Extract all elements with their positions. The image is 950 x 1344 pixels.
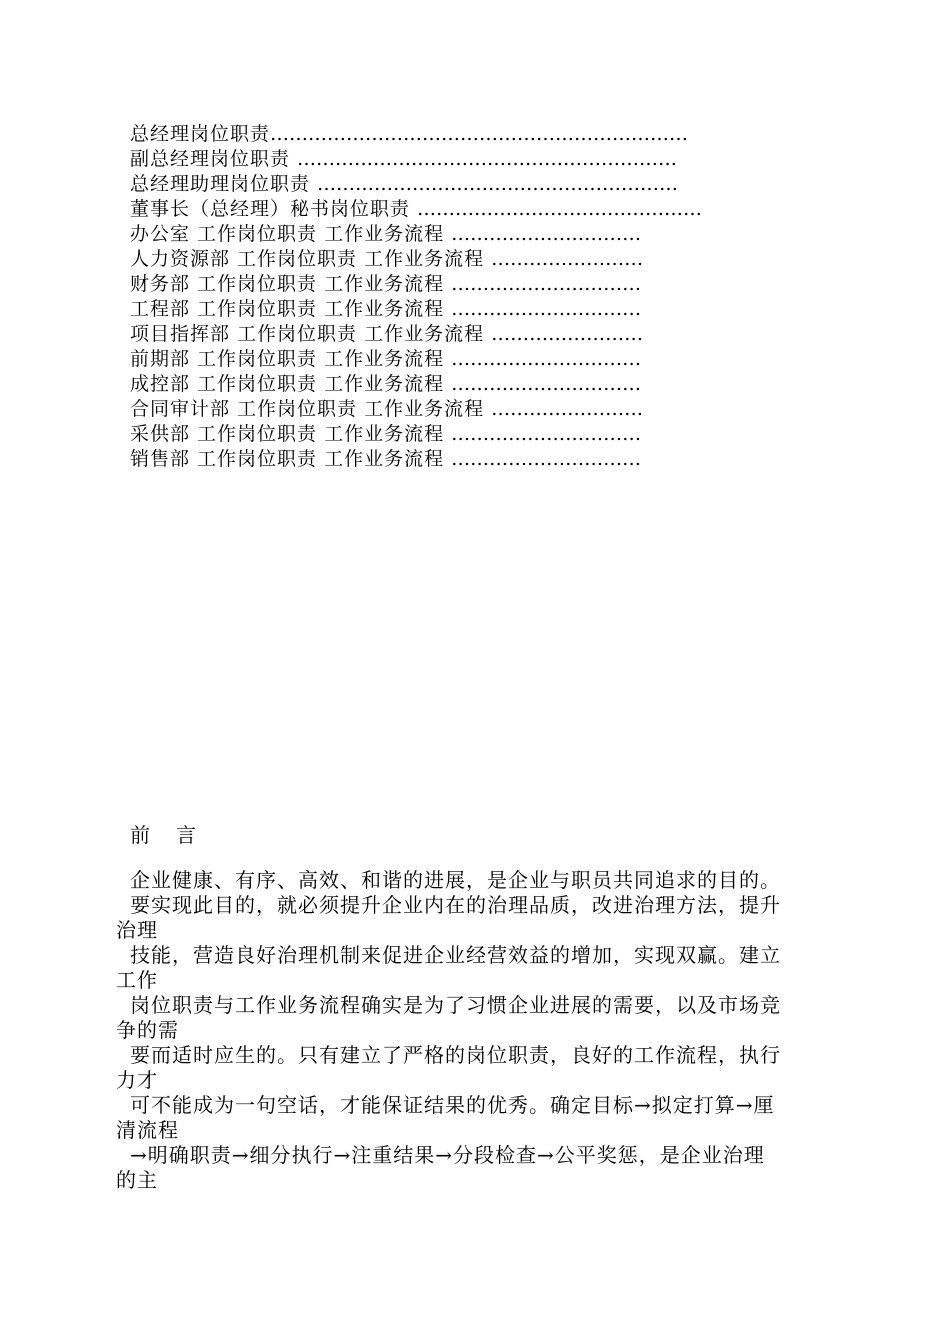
toc-entry-title: 办公室 工作岗位职责 工作业务流程 [130,223,452,245]
toc-entry[interactable] [130,322,770,347]
paragraph-line: 争的需 [116,1018,179,1042]
paragraph-line: 的主 [116,1168,158,1192]
toc-entry[interactable] [130,422,770,447]
toc-leader-dots: ………………………… [451,448,642,470]
paragraph-line: 企业健康、有序、高效、和谐的进展，是企业与职员共同追求的目的。 [130,868,781,892]
paragraph-line: 工作 [116,968,158,992]
toc-entry[interactable] [130,147,770,172]
toc-leader-dots: ……………………………………… [417,198,703,220]
toc-leader-dots: ………………………………………………………… [270,123,689,145]
toc-leader-dots: ………………………… [451,298,642,320]
toc-leader-dots: ………………………… [451,348,642,370]
toc-entry[interactable] [130,372,770,397]
toc-leader-dots: ………………………… [451,273,642,295]
toc-leader-dots: …………………… [491,398,644,420]
preface-body [116,868,830,1193]
toc-entry-title: 总经理助理岗位职责 [130,173,318,195]
toc-entry[interactable] [130,197,770,222]
toc-entry[interactable] [130,272,770,297]
paragraph-line: →明确职责→细分执行→注重结果→分段检查→公平奖惩，是企业治理 [130,1143,765,1167]
toc-entry[interactable] [130,297,770,322]
toc-entry[interactable] [130,397,770,422]
toc-leader-dots: ………………………… [451,223,642,245]
toc-entry-title: 项目指挥部 工作岗位职责 工作业务流程 [130,323,492,345]
toc-entry-title: 副总经理岗位职责 [130,148,298,170]
toc-entry-title: 财务部 工作岗位职责 工作业务流程 [130,273,452,295]
toc-leader-dots: …………………… [491,248,644,270]
paragraph-line: 要实现此目的，就必须提升企业内在的治理品质，改进治理方法，提升 [130,893,781,917]
toc-entry-title: 采供部 工作岗位职责 工作业务流程 [130,423,452,445]
toc-entry[interactable] [130,122,770,147]
toc-leader-dots: …………………… [491,323,644,345]
paragraph-line: 力才 [116,1068,158,1092]
toc-entry[interactable] [130,347,770,372]
paragraph-line: 可不能成为一句空话，才能保证结果的优秀。确定目标→拟定打算→厘 [130,1093,775,1117]
table-of-contents [130,122,770,472]
toc-entry-title: 销售部 工作岗位职责 工作业务流程 [130,448,452,470]
toc-entry[interactable] [130,447,770,472]
toc-entry-title: 前期部 工作岗位职责 工作业务流程 [130,348,452,370]
paragraph-line: 治理 [116,918,158,942]
toc-entry-title: 工程部 工作岗位职责 工作业务流程 [130,298,452,320]
paragraph-line: 要而适时应生的。只有建立了严格的岗位职责，良好的工作流程，执行 [130,1043,781,1067]
paragraph-line: 岗位职责与工作业务流程确实是为了习惯企业进展的需要，以及市场竞 [130,993,781,1017]
toc-leader-dots: ………………………………………………… [317,173,679,195]
toc-entry-title: 合同审计部 工作岗位职责 工作业务流程 [130,398,492,420]
toc-entry[interactable] [130,247,770,272]
toc-leader-dots: ………………………… [451,423,642,445]
toc-entry-title: 总经理岗位职责 [130,123,271,145]
toc-leader-dots: …………………………………………………… [297,148,678,170]
toc-entry-title: 董事长（总经理）秘书岗位职责 [130,198,418,220]
toc-leader-dots: ………………………… [451,373,642,395]
preface-heading: 前言 [130,823,222,847]
paragraph-line: 清流程 [116,1118,179,1142]
toc-entry[interactable] [130,222,770,247]
toc-entry-title: 成控部 工作岗位职责 工作业务流程 [130,373,452,395]
paragraph-line: 技能，营造良好治理机制来促进企业经营效益的增加，实现双赢。建立 [130,943,781,967]
toc-entry-title: 人力资源部 工作岗位职责 工作业务流程 [130,248,492,270]
toc-entry[interactable] [130,172,770,197]
